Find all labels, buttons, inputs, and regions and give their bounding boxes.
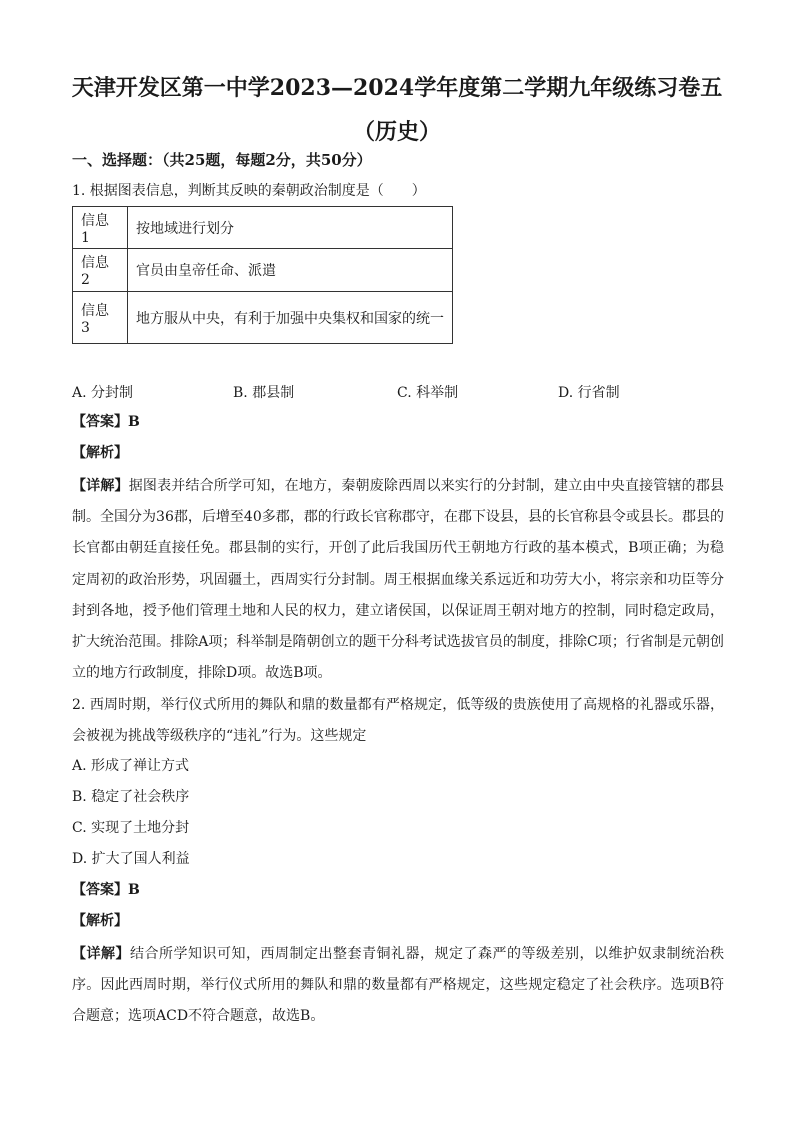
q1-option-d: D. 行省制	[558, 385, 620, 401]
info-text: 官员由皇帝任命、派遣	[128, 249, 453, 292]
info-text: 地方服从中央，有利于加强中央集权和国家的统一	[128, 292, 453, 344]
info-table	[72, 206, 453, 344]
detail-tag: 【详解】	[72, 478, 129, 494]
q2-option-c: C. 实现了土地分封	[72, 820, 190, 836]
q1-option-b: B. 郡县制	[233, 385, 295, 401]
info-label: 信息 2	[73, 249, 128, 292]
info-text: 按地域进行划分	[128, 207, 453, 249]
detail-text: 结合所学知识可知，西周制定出整套青铜礼器，规定了森严的等级差别，以维护奴隶制统治秩序。因此西周时期，举行仪式所用的舞队和鼎的数量都有严格规定，这些规定稳定了社会秩序。选项B符合题意；选项ACD不符合题意，故选B。	[72, 946, 724, 1025]
q1-option-a: A. 分封制	[72, 385, 134, 401]
table-row	[73, 249, 453, 292]
q2-analysis-heading: 【解析】	[72, 913, 128, 929]
page-title: 天津开发区第一中学2023—2024学年度第二学期九年级练习卷五（历史）	[71, 75, 723, 145]
q2-option-b: B. 稳定了社会秩序	[72, 789, 190, 805]
q2-option-a: A. 形成了禅让方式	[72, 758, 190, 774]
q2-detail	[72, 939, 724, 1033]
q2-answer: 【答案】B	[72, 882, 140, 898]
section-heading: 一、选择题：（共25题，每题2分，共50分）	[72, 151, 372, 169]
detail-text: 据图表并结合所学可知，在地方，秦朝废除西周以来实行的分封制，建立由中央直接管辖的郡县制。全国分为36郡，后增至40多郡，郡的行政长官称郡守，在郡下设县，县的长官称县令或县长。郡县的长官都由朝廷直接任免。郡县制的实行，开创了此后我国历代王朝地方行政的基本模式，B项正确；为稳定周初的政治形势，巩固疆土，西周实行分封制。周王根据血缘关系远近和功劳大小，将宗亲和功臣等分封到各地，授予他们管理土地和人民的权力，建立诸侯国，以保证周王朝对地方的控制，同时稳定政局，扩大统治范围。排除A项；科举制是隋朝创立的题干分科考试选拔官员的制度，排除C项；行省制是元朝创立的地方行政制度，排除D项。故选B项。	[72, 478, 725, 682]
info-label: 信息 1	[73, 207, 128, 249]
detail-tag: 【详解】	[72, 946, 130, 962]
table-row	[73, 207, 453, 249]
q1-analysis-heading: 【解析】	[72, 445, 128, 461]
q1-option-c: C. 科举制	[397, 385, 459, 401]
question-1-stem: 1. 根据图表信息，判断其反映的秦朝政治制度是（ ）	[72, 183, 426, 199]
info-label: 信息 3	[73, 292, 128, 344]
q1-detail	[72, 471, 724, 689]
table-row	[73, 292, 453, 344]
question-2-stem: 2. 西周时期，举行仪式所用的舞队和鼎的数量都有严格规定，低等级的贵族使用了高规格的礼器或乐器，会被视为挑战等级秩序的“违礼”行为。这些规定	[72, 697, 724, 745]
q1-answer: 【答案】B	[72, 414, 140, 430]
q2-option-d: D. 扩大了国人利益	[72, 851, 190, 867]
